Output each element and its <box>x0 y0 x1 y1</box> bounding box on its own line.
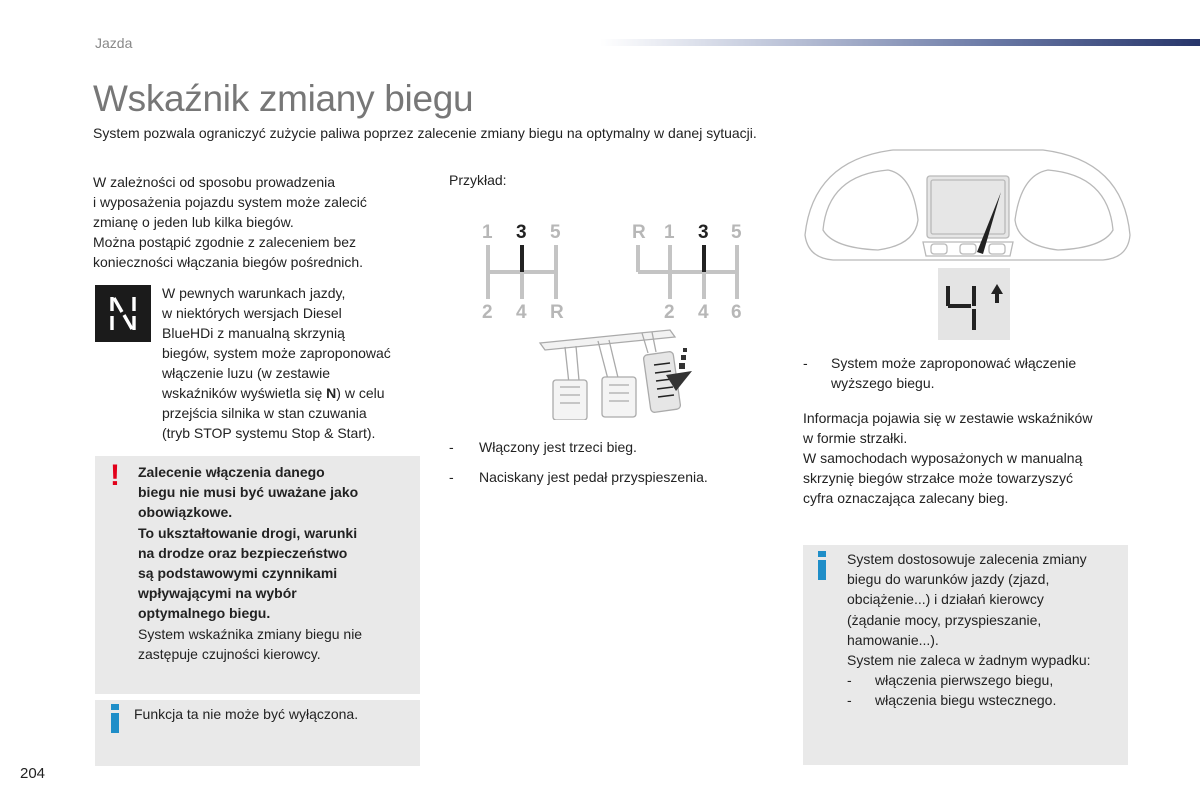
driving-paragraph <box>93 172 413 272</box>
list-dash: - <box>847 692 852 709</box>
warning-bold-line: Zalecenie włączenia danego <box>138 464 325 480</box>
text-line: biegów, system może zaproponować <box>162 345 391 361</box>
pedals <box>540 330 681 420</box>
info-text-right <box>847 549 1122 711</box>
gear-label: 2 <box>664 302 675 323</box>
list-item <box>847 670 1122 690</box>
list-item-text: Włączony jest trzeci bieg. <box>479 439 637 455</box>
list-item <box>449 437 769 457</box>
warning-bold-text <box>138 462 408 624</box>
gear-label: 1 <box>482 222 493 243</box>
list-item-text: włączenia pierwszego biegu, <box>875 672 1054 689</box>
text-line: hamowanie...). <box>847 631 939 648</box>
text-line: Informacja pojawia się w zestawie wskaźników <box>803 410 1093 426</box>
text-line: biegu do warunków jazdy (zjazd, <box>847 571 1050 588</box>
text-line: W pewnych warunkach jazdy, <box>162 285 346 301</box>
warning-bold-line: To ukształtowanie drogi, warunki <box>138 524 358 541</box>
warning-normal-line: System wskaźnika zmiany biegu nie <box>138 625 363 642</box>
text-line: konieczności włączania biegów pośrednich. <box>93 254 364 270</box>
text-fragment: ) w celu <box>336 385 385 401</box>
neutral-gear-glyph <box>95 285 151 342</box>
neutral-gear-icon <box>95 285 151 342</box>
gear-label-active: 3 <box>516 222 527 243</box>
intro-paragraph: System pozwala ograniczyć zużycie paliwa poprzez zalecenie zmiany biegu na optymalny w danej sytuacji. <box>93 125 757 141</box>
warning-bold-line: biegu nie musi być uważane jako <box>138 484 359 501</box>
text-line: (żądanie mocy, przyspieszanie, <box>847 611 1042 628</box>
info-list <box>847 670 1122 710</box>
gear-label: 4 <box>516 302 527 323</box>
info-icon-bar <box>111 713 119 733</box>
page-title: Wskaźnik zmiany biegu <box>93 78 474 119</box>
gear-label: 5 <box>550 222 561 243</box>
text-line: obciążenie...) i działań kierowcy <box>847 591 1044 608</box>
info-icon-dot <box>111 704 119 710</box>
gearbox-1 <box>482 222 564 323</box>
gear-label: R <box>632 222 646 243</box>
text-line: (tryb STOP systemu Stop & Start). <box>162 425 376 441</box>
middle-bullet-list <box>449 437 769 497</box>
list-dash: - <box>449 439 454 455</box>
gear-label: 5 <box>731 222 742 243</box>
warning-normal-line: zastępuje czujności kierowcy. <box>138 645 321 662</box>
text-line: skrzynię biegów strzałce może towarzyszyć <box>803 470 1073 486</box>
section-name: Jazda <box>95 35 133 51</box>
list-item-text: Naciskany jest pedał przyspieszenia. <box>479 469 708 485</box>
text-line: System nie zaleca w żadnym wypadku: <box>847 652 1091 669</box>
text-line: W samochodach wyposażonych w manualną <box>803 450 1083 466</box>
list-item <box>847 690 1122 710</box>
text-line: W zależności od sposobu prowadzenia <box>93 174 336 190</box>
display-panel <box>938 268 1010 340</box>
warning-bold-line: wpływającymi na wybór <box>138 585 297 602</box>
gear-label: 4 <box>698 302 709 323</box>
warning-icon: ! <box>110 459 120 492</box>
info-icon-dot <box>818 551 826 557</box>
warning-bold-line: optymalnego biegu. <box>138 605 271 622</box>
neutral-letter: N <box>326 385 337 401</box>
list-dash: - <box>803 355 808 371</box>
text-line: Można postąpić zgodnie z zaleceniem bez <box>93 234 357 250</box>
gear-label: 6 <box>731 302 742 323</box>
instrument-cluster-illustration <box>803 140 1133 345</box>
info-text: Funkcja ta nie może być wyłączona. <box>134 706 359 722</box>
example-label: Przykład: <box>449 172 507 188</box>
right-bullet <box>803 353 1151 393</box>
gear-label: R <box>550 302 564 323</box>
list-dash: - <box>847 672 852 689</box>
text-line: System dostosowuje zalecenia zmiany <box>847 551 1087 567</box>
text-line: System może zaproponować włączenie <box>831 355 1077 371</box>
gearbox-pedals-illustration <box>470 215 760 420</box>
text-line: i wyposażenia pojazdu system może zalecić <box>93 194 367 210</box>
warning-text <box>138 462 408 664</box>
text-line: cyfra oznaczająca zalecany bieg. <box>803 490 1009 506</box>
list-item-text: włączenia biegu wstecznego. <box>875 692 1057 709</box>
info-icon-bar <box>818 560 826 580</box>
warning-bold-line: na drodze oraz bezpieczeństwo <box>138 544 348 561</box>
warning-bold-line: obowiązkowe. <box>138 504 233 521</box>
text-line: w niektórych wersjach Diesel <box>162 305 342 321</box>
text-fragment: wskaźników wyświetla się <box>162 385 327 401</box>
list-dash: - <box>449 469 454 485</box>
warning-normal-text <box>138 624 408 664</box>
neutral-paragraph <box>162 283 422 443</box>
gear-label: 2 <box>482 302 493 323</box>
gear-label: 1 <box>664 222 675 243</box>
text-line: wyższego biegu. <box>831 375 935 391</box>
page-number: 204 <box>20 765 46 782</box>
gear-label-active: 3 <box>698 222 709 243</box>
text-line: w formie strzałki. <box>803 430 908 446</box>
text-line: włączenie luzu (w zestawie <box>162 365 331 381</box>
list-item <box>449 467 769 487</box>
text-line: zmianę o jeden lub kilka biegów. <box>93 214 294 230</box>
gearbox-2 <box>632 222 742 323</box>
text-line <box>162 383 422 403</box>
header-gradient-bar <box>600 39 1200 46</box>
warning-bold-line: są podstawowymi czynnikami <box>138 565 338 582</box>
text-line: BlueHDi z manualną skrzynią <box>162 325 345 341</box>
text-line: przejścia silnika w stan czuwania <box>162 405 367 421</box>
arrow-info-paragraph <box>803 408 1133 508</box>
